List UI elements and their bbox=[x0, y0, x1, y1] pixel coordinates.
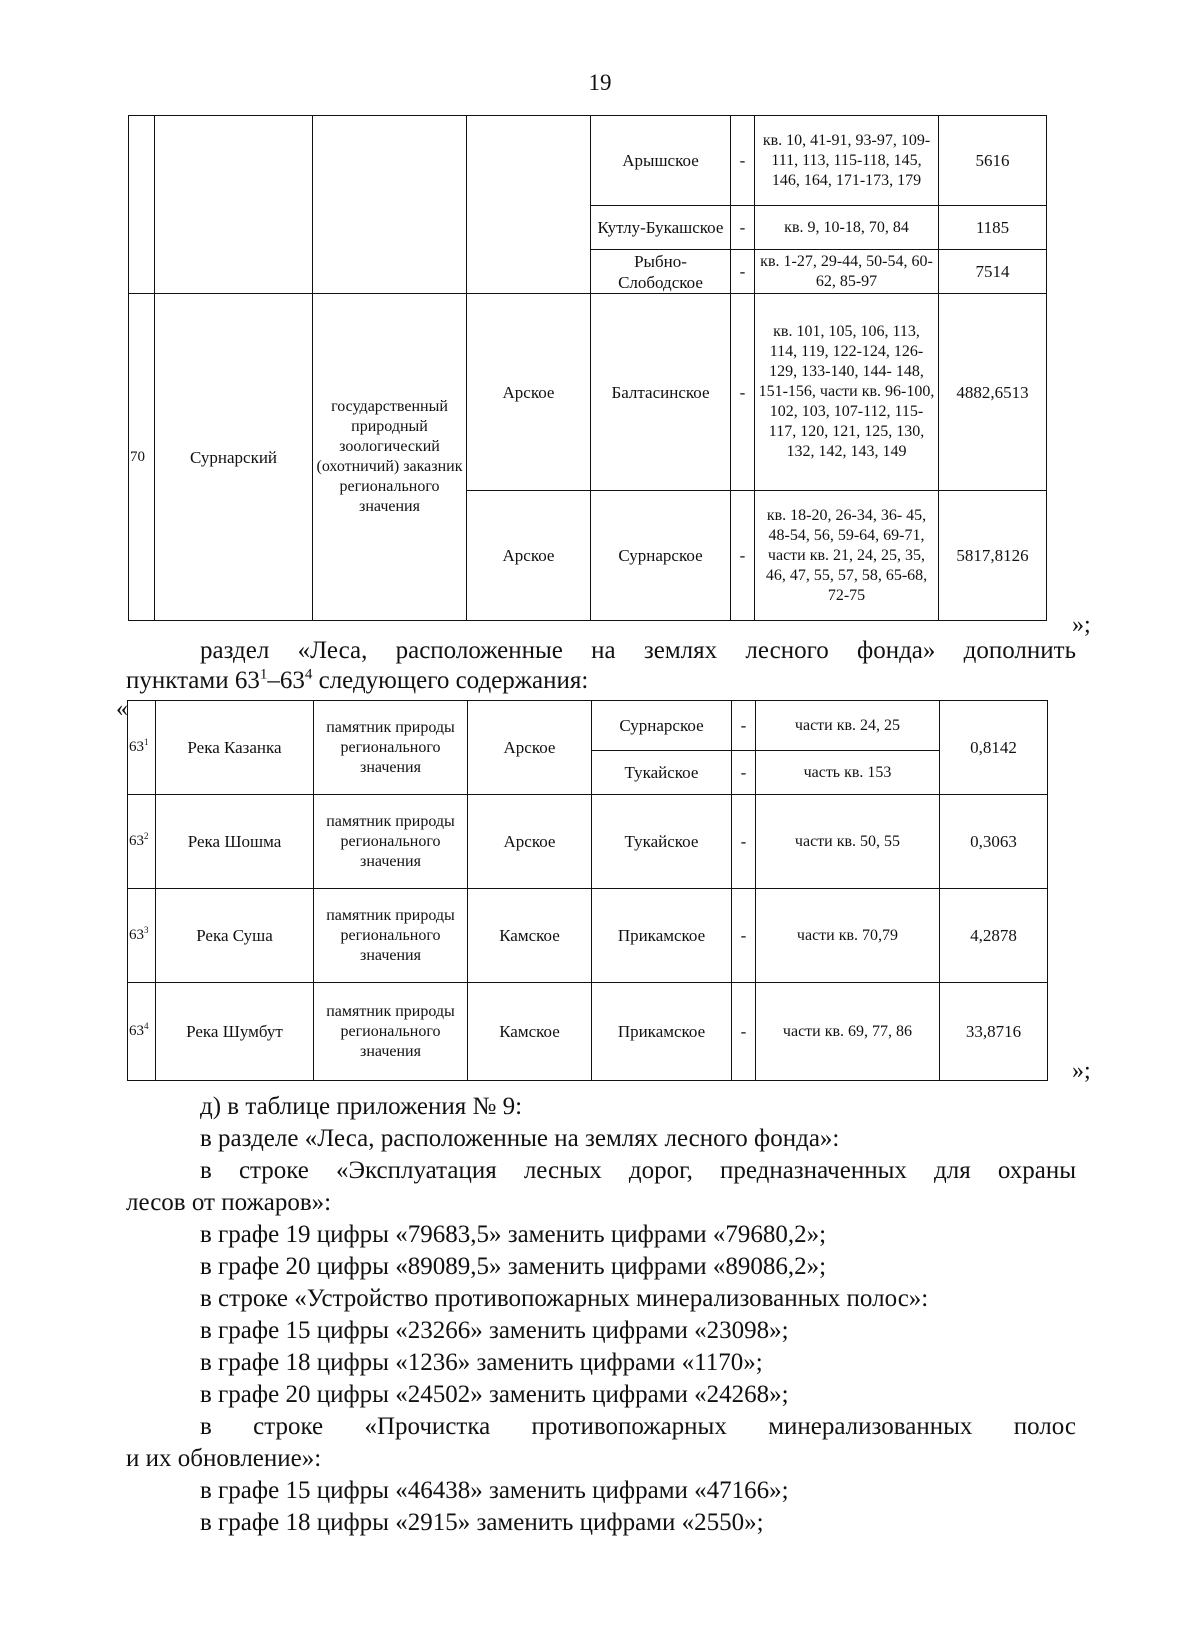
area-cell: 4,2878 bbox=[940, 889, 1048, 983]
table-row bbox=[129, 294, 1047, 491]
quarters-cell: части кв. 69, 77, 86 bbox=[756, 983, 940, 1081]
region-cell: Арское bbox=[468, 701, 592, 795]
forestry-cell: Балтасинское bbox=[591, 294, 731, 491]
forestry-cell: Сурнарское bbox=[591, 491, 731, 621]
row-number: $63^3$ bbox=[128, 889, 156, 983]
quarters-cell: части кв. 50, 55 bbox=[756, 795, 940, 889]
area-cell: 7514 bbox=[939, 250, 1047, 294]
area-cell: 1185 bbox=[939, 206, 1047, 250]
quarters-cell: кв. 18-20, 26-34, 36- 45, 48-54, 56, 59-64, 69-71, части кв. 21, 24, 25, 35, 46, 47, 55, 57, 58, 65-68, 72-75 bbox=[755, 491, 939, 621]
dash-cell: - bbox=[732, 983, 756, 1081]
dash-cell: - bbox=[731, 250, 755, 294]
quarters-cell: кв. 9, 10-18, 70, 84 bbox=[755, 206, 939, 250]
dash-cell: - bbox=[731, 116, 755, 206]
dash-cell: - bbox=[731, 491, 755, 621]
region-cell: Арское bbox=[467, 294, 591, 491]
forestry-cell: Арышское bbox=[591, 116, 731, 206]
table-row bbox=[128, 983, 1048, 1081]
row-number: 70 bbox=[129, 294, 155, 621]
forestry-cell: Прикамское bbox=[592, 889, 732, 983]
dash-cell: - bbox=[732, 701, 756, 751]
area-cell: 5616 bbox=[939, 116, 1047, 206]
protected-areas-table-new bbox=[127, 700, 1048, 1081]
body-line: в строке «Устройство противопожарных минерализованных полос»: bbox=[200, 1285, 929, 1312]
body-line: в графе 18 цифры «2915» заменить цифрами «2550»; bbox=[200, 1509, 764, 1536]
protected-areas-table-continued bbox=[128, 115, 1047, 621]
forestry-cell: Тукайское bbox=[592, 751, 732, 795]
quarters-cell: части кв. 70,79 bbox=[756, 889, 940, 983]
object-name: Река Шошма bbox=[156, 795, 314, 889]
body-line: в графе 15 цифры «23266» заменить цифрами «23098»; bbox=[200, 1317, 789, 1344]
area-cell: 0,8142 bbox=[940, 701, 1048, 795]
object-category: памятник природы регионального значения bbox=[314, 701, 468, 795]
body-line: в разделе «Леса, расположенные на землях лесного фонда»: bbox=[200, 1125, 840, 1152]
area-cell: 4882,6513 bbox=[939, 294, 1047, 491]
opening-quote: « bbox=[116, 696, 128, 722]
quarters-cell: часть кв. 153 bbox=[756, 751, 940, 795]
table-row bbox=[128, 795, 1048, 889]
table-row bbox=[128, 889, 1048, 983]
body-line: в графе 15 цифры «46438» заменить цифрами «47166»; bbox=[200, 1477, 789, 1504]
body-line: в графе 18 цифры «1236» заменить цифрами «1170»; bbox=[200, 1349, 763, 1376]
region-cell: Арское bbox=[467, 491, 591, 621]
forestry-cell: Кутлу-Букашское bbox=[591, 206, 731, 250]
region-cell: Камское bbox=[468, 889, 592, 983]
body-line: в графе 20 цифры «89089,5» заменить цифрами «89086,2»; bbox=[200, 1253, 827, 1280]
body-line: и их обновление»: bbox=[126, 1445, 322, 1472]
forestry-cell: Тукайское bbox=[592, 795, 732, 889]
intro-line-2: пунктами $63^1-63^4$ следующего содержания: bbox=[126, 666, 589, 694]
object-name: Река Шумбут bbox=[156, 983, 314, 1081]
quarters-cell: кв. 101, 105, 106, 113, 114, 119, 122-124, 126-129, 133-140, 144- 148, 151-156, части кв. 96-100, 102, 103, 107-112, 115-117, 120, 121, 125, 130, 132, 142, 143, 149 bbox=[755, 294, 939, 491]
row-number: $63^4$ bbox=[128, 983, 156, 1081]
region-cell: Камское bbox=[468, 983, 592, 1081]
object-name: Сурнарский bbox=[155, 294, 313, 621]
dash-cell: - bbox=[732, 751, 756, 795]
closing-quote: »; bbox=[1072, 612, 1091, 638]
forestry-cell: Сурнарское bbox=[592, 701, 732, 751]
area-cell: 5817,8126 bbox=[939, 491, 1047, 621]
body-line: в графе 19 цифры «79683,5» заменить цифрами «79680,2»; bbox=[200, 1221, 827, 1248]
object-name: Река Казанка bbox=[156, 701, 314, 795]
row-number: $63^2$ bbox=[128, 795, 156, 889]
body-line: в строке «Прочистка противопожарных минерализованных полос bbox=[200, 1413, 1076, 1440]
object-name: Река Суша bbox=[156, 889, 314, 983]
quarters-cell: кв. 10, 41-91, 93-97, 109-111, 113, 115-118, 145, 146, 164, 171-173, 179 bbox=[755, 116, 939, 206]
object-category: памятник природы регионального значения bbox=[314, 889, 468, 983]
page-number: 19 bbox=[588, 70, 612, 95]
area-cell: 33,8716 bbox=[940, 983, 1048, 1081]
row-number: $63^1$ bbox=[128, 701, 156, 795]
quarters-cell: части кв. 24, 25 bbox=[756, 701, 940, 751]
body-line: в графе 20 цифры «24502» заменить цифрами «24268»; bbox=[200, 1381, 789, 1408]
dash-cell: - bbox=[732, 889, 756, 983]
object-category: государственный природный зоологический (охотничий) заказник регионального значения bbox=[313, 294, 467, 621]
forestry-cell: Прикамское bbox=[592, 983, 732, 1081]
forestry-cell: Рыбно-Слободское bbox=[591, 250, 731, 294]
dash-cell: - bbox=[731, 206, 755, 250]
region-cell: Арское bbox=[468, 795, 592, 889]
body-line: д) в таблице приложения № 9: bbox=[200, 1093, 523, 1120]
intro-line-1: раздел «Леса, расположенные на землях лесного фонда» дополнить bbox=[200, 637, 1076, 664]
body-line: в строке «Эксплуатация лесных дорог, предназначенных для охраны bbox=[200, 1157, 1076, 1184]
quarters-cell: кв. 1-27, 29-44, 50-54, 60-62, 85-97 bbox=[755, 250, 939, 294]
dash-cell: - bbox=[732, 795, 756, 889]
table-row bbox=[129, 116, 1047, 206]
table-row bbox=[128, 701, 1048, 751]
object-category: памятник природы регионального значения bbox=[314, 795, 468, 889]
object-category: памятник природы регионального значения bbox=[314, 983, 468, 1081]
body-line: лесов от пожаров»: bbox=[126, 1189, 332, 1216]
area-cell: 0,3063 bbox=[940, 795, 1048, 889]
closing-quote: »; bbox=[1072, 1058, 1091, 1084]
dash-cell: - bbox=[731, 294, 755, 491]
